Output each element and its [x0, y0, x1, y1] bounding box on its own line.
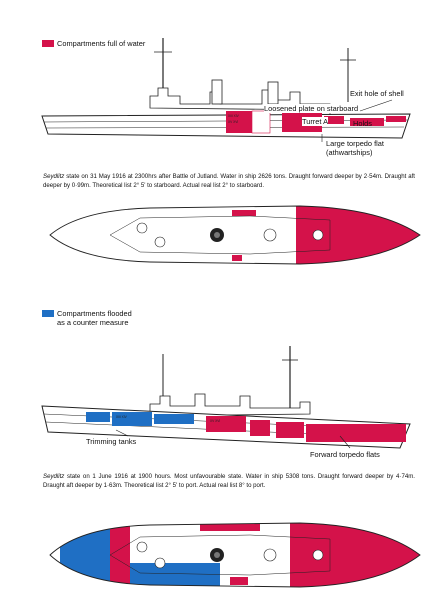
caption-1-text: state on 31 May 1916 at 2300hrs after Battle of Jutland. Water in ship 2626 tons. Draught forward deeper by 2·54m. Draught aft deeper by 0·99m. Theoretical list 2° 5' to starboard. Actual real list 2° to starboard.	[43, 173, 415, 189]
label-torpedo-flat-2: (athwartships)	[326, 148, 373, 157]
legend-counterflood-label-2: as a counter measure	[57, 318, 129, 327]
caption-2	[43, 472, 415, 490]
ship-profile-1	[0, 30, 446, 170]
ship-plan-1	[0, 200, 446, 270]
label-forward-torpedo-flats: Forward torpedo flats	[310, 450, 380, 459]
svg-text:XIII XIV: XIII XIV	[116, 415, 127, 419]
legend-counterflood-swatch	[42, 310, 54, 317]
label-turret-a: Turret A	[302, 117, 329, 126]
label-exit-hole: Exit hole of shell	[350, 89, 404, 98]
ship-plan-2	[0, 515, 446, 595]
caption-1-ship: Seydlitz	[43, 173, 65, 180]
legend-counterflood-label-1: Compartments flooded	[57, 309, 132, 318]
label-loosened-plate: Loosened plate on starboard	[264, 104, 359, 113]
label-trimming-tanks: Trimming tanks	[86, 437, 137, 446]
caption-2-text: state on 1 June 1916 at 1900 hours. Most unfavourable state. Water in ship 5308 tons. Draught forward deeper by 4·74m. Draught aft deeper by 1·63m. Theoretical list 2° 5' to port. Actual real list 8° to port.	[43, 473, 415, 489]
legend-water-label: Compartments full of water	[57, 39, 146, 48]
label-holds: Holds	[353, 119, 372, 128]
ship-profile-2	[0, 336, 446, 466]
svg-text:XV XVI: XV XVI	[210, 419, 221, 423]
label-torpedo-flat-1: Large torpedo flat	[326, 139, 384, 148]
caption-1	[43, 172, 415, 190]
svg-text:XV XVI: XV XVI	[228, 120, 239, 124]
svg-text:XIII XIV: XIII XIV	[228, 114, 239, 118]
caption-2-ship: Seydlitz	[43, 473, 65, 480]
